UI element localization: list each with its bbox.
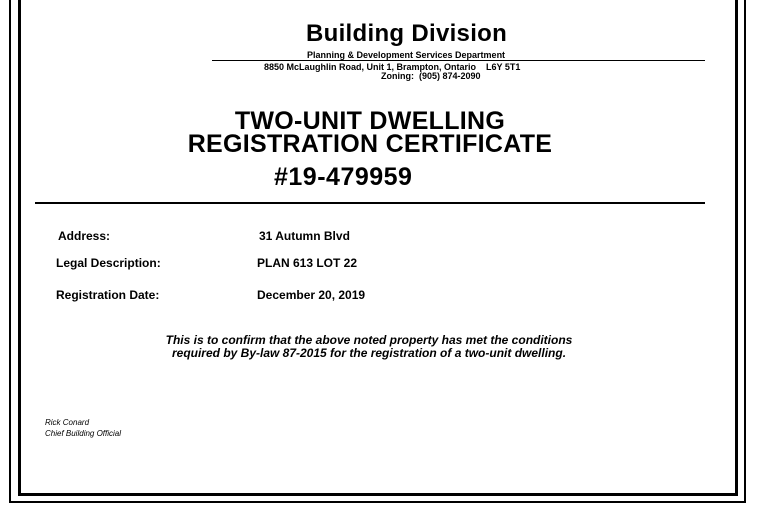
inner-border	[18, 0, 738, 496]
notice-line1: This is to confirm that the above noted property has met the conditions	[165, 333, 573, 347]
legal-description-value: PLAN 613 LOT 22	[257, 256, 358, 270]
signatory-name: Rick Conard	[45, 418, 90, 427]
zoning-phone: Zoning: (905) 874-2090	[381, 71, 481, 81]
certificate-title-line1: TWO-UNIT DWELLING	[234, 107, 506, 135]
confirmation-notice	[49, 334, 689, 360]
registration-date-label: Registration Date:	[56, 288, 160, 302]
address-label: Address:	[58, 229, 111, 243]
section-divider	[35, 202, 705, 204]
division-title: Building Division	[306, 20, 508, 47]
address-value: 31 Autumn Blvd	[259, 229, 350, 243]
certificate-title	[100, 107, 640, 158]
header-divider	[212, 60, 705, 61]
registration-date-value: December 20, 2019	[257, 288, 366, 302]
department-name: Planning & Development Services Department	[307, 50, 506, 60]
certificate-title-line2: REGISTRATION CERTIFICATE	[187, 130, 553, 158]
legal-description-label: Legal Description:	[56, 256, 161, 270]
certificate-number: #19-479959	[274, 163, 413, 191]
notice-line2: required by By-law 87-2015 for the registration of a two-unit dwelling.	[171, 346, 567, 360]
office-address: 8850 McLaughlin Road, Unit 1, Brampton, Ontario L6Y 5T1	[264, 62, 521, 72]
signatory-title: Chief Building Official	[45, 429, 122, 438]
